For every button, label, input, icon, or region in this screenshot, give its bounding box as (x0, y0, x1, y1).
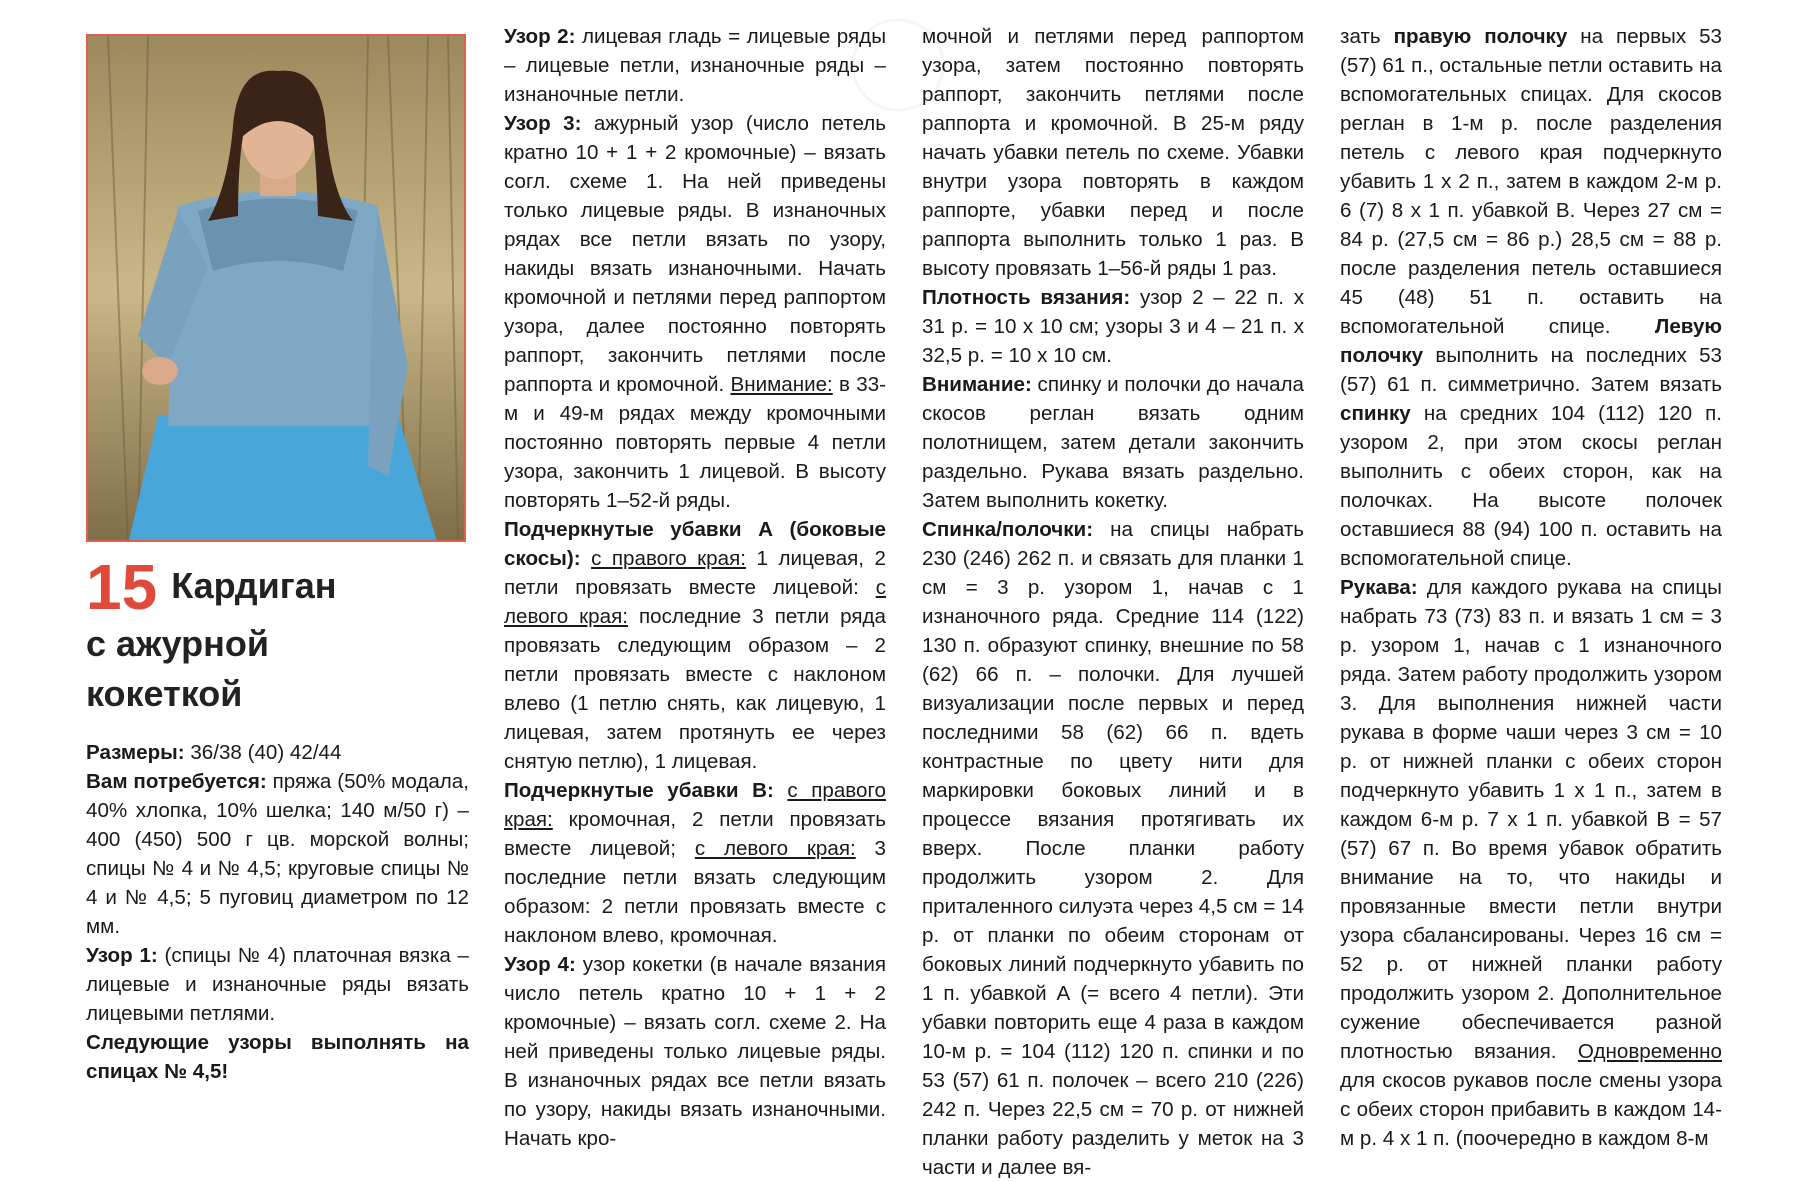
materials-paragraph (86, 767, 469, 941)
decrease-b-right: с правого края: (504, 779, 886, 831)
back-label: спинку (1340, 402, 1411, 425)
back-fronts-paragraph (922, 515, 1304, 1182)
decrease-a-left: с левого края: (504, 576, 886, 628)
pattern-4-text: узор кокетки (в начале вязания число петель кратно 10 + 1 + 2 кромочные) – вязать согл. схеме 2. На ней приведены только лицевые ряды. В изнаночных рядах все петли вязать по узору, накиды вязать изнаночными. Начать кро- (504, 953, 887, 1150)
pattern-2-paragraph (504, 22, 886, 109)
needles-note: Следующие узоры выполнять на спицах № 4,5! (86, 1031, 469, 1083)
model-photo-illustration (88, 36, 466, 542)
attention-paragraph (922, 370, 1304, 515)
decrease-a-paragraph (504, 515, 886, 776)
sleeves-paragraph (1340, 573, 1722, 1153)
sleeves-label: Рукава: (1340, 576, 1418, 599)
pattern-4-continued: мочной и петлями перед раппортом узора, затем постоянно повторять раппорт, закончить петлями после раппорта и кромочной. В 25-м ряду начать убавки петель по схеме. Убавки внутри узора повторять в каждом раппорте, убавки перед и после раппорта выполнить только 1 раз. В высоту провязать 1–56-й ряды 1 раз. (922, 25, 1304, 280)
pattern-2-label: Узор 2: (504, 25, 576, 48)
pattern-1-text: (спицы № 4) платочная вязка – лицевые и изнаночные ряды вязать лицевыми петлями. (86, 944, 470, 1025)
fronts-text-4: на средних 104 (112) 120 п. узором 2, при этом скосы реглан выполнить с обеих сторон, как на полочках. На высоте полочек оставшиеся 88 (94) 100 п. оставить на вспомогательной спице. (1340, 402, 1722, 570)
pattern-4-label: Узор 4: (504, 953, 576, 976)
decrease-b-label: Подчеркнутые убавки В: (504, 779, 774, 802)
density-paragraph (922, 283, 1304, 370)
pattern-2-text: лицевая гладь = лицевые ряды – лицевые петли, изнаночные ряды – изнаночные петли. (504, 25, 886, 106)
decrease-a-right: с правого края: (591, 547, 746, 570)
left-front-label: Левую полочку (1340, 315, 1722, 367)
pattern-3-text-2: в 33-м и 49-м рядах между кромочными постоянно повторять первые 4 петли узора, закончить 1 лицевой. В высоту повторять 1–52-й ряды. (504, 373, 887, 512)
column-1-specs (86, 738, 469, 1086)
pattern-3-label: Узор 3: (504, 112, 582, 135)
column-4 (1340, 22, 1722, 1153)
back-fronts-text: на спицы набрать 230 (246) 262 п. и связать для планки 1 см = 3 р. узором 1, начав с 1 изнаночного ряда. Средние 114 (122) 130 п. образуют спинку, внешние по 58 (62) 66 п. – полочки. Для лучшей визуализации после первых и перед последними 58 (62) 66 п. вдеть контрастные по цвету нити для маркировки боковых линий и в процессе вязания протягивать их вверх. После планки работу продолжить узором 2. Для приталенного силуэта через 4,5 см = 14 р. от планки по обеим сторонам от боковых линий подчеркнуто убавить по 1 п. убавкой А (= всего 4 петли). Эти убавки повторить еще 4 раза в каждом 10-м р. = 104 (112) 120 п. спинки и по 53 (57) 61 п. полочек – всего 210 (226) 242 п. Через 22,5 см = 70 р. от нижней планки работу разделить у меток на 3 части и далее вя- (922, 518, 1304, 1179)
sleeves-text: для каждого рукава на спицы набрать 73 (73) 83 п. и вязать 1 см = 3 р. узором 1, начав с 1 изнаночного ряда. Затем работу продолжить узором 3. Для выполнения нижней части рукава в форме чаши через 3 см = 10 р. от нижней планки с обеих сторон подчеркнуто убавить 1 х 1 п., затем в каждом 6-м р. 7 х 1 п. убавкой В = 57 (57) 67 п. Во время убавок обратить внимание на то, что накиды и провязанные вмести петли внутри узора сбалансированы. Через 16 см = 52 р. от нижней планки работу продолжить узором 2. Дополнительное сужение обеспечивается разной плотностью вязания. (1340, 576, 1722, 1063)
decrease-a-text-2: последние 3 петли ряда провязать следующим образом – 2 петли провязать вместе с наклоном влево (1 петлю снять, как лицевую, 1 лицевая, затем протянуть ее через снятую петлю), 1 лицевая. (504, 605, 886, 773)
decrease-b-text-2: 3 последние петли вязать следующим образом: 2 петли провязать вместе с наклоном влево, кромочная. (504, 837, 886, 947)
pattern-3-text: ажурный узор (число петель кратно 10 + 1 + 2 кромочные) – вязать согл. схеме 1. На ней приведены только лицевые ряды. В изнаночных рядах все петли вязать по узору, накиды вязать изнаночными. Начать кромочной и петлями перед раппортом узора, далее постоянно повторять раппорт, закончить петлями после раппорта и кромочной. (504, 112, 887, 396)
sizes-paragraph (86, 738, 469, 767)
materials-label: Вам потребуется: (86, 770, 267, 793)
decrease-a-text-1: 1 лицевая, 2 петли провязать вместе лицевой: (504, 547, 886, 599)
attention-text: спинку и полочки до начала скосов реглан вязать одним полотнищем, затем детали закончить раздельно. Рукава вязать раздельно. Затем выполнить кокетку. (922, 373, 1304, 512)
title-line-2: с ажурной (86, 623, 269, 664)
article-number: 15 (86, 551, 158, 623)
back-fronts-label: Спинка/полочки: (922, 518, 1094, 541)
fronts-paragraph (1340, 22, 1722, 573)
simultaneously-label: Одновременно (1577, 1040, 1722, 1063)
sizes-text: 36/38 (40) 42/44 (184, 741, 342, 764)
pattern-1-paragraph (86, 941, 469, 1028)
article-title (86, 551, 469, 719)
pattern-3-paragraph (504, 109, 886, 515)
sizes-label: Размеры: (86, 741, 185, 764)
density-text: узор 2 – 22 п. х 31 р. = 10 х 10 см; узоры 3 и 4 – 21 п. х 32,5 р. = 10 х 10 см. (922, 286, 1304, 367)
pattern-1-label: Узор 1: (86, 944, 158, 967)
column-3 (922, 22, 1304, 1182)
right-front-label: правую полочку (1393, 25, 1568, 48)
attention-label: Внимание: (922, 373, 1032, 396)
sleeves-text-2: для скосов рукавов после смены узора с обеих сторон прибавить в каждом 14-м р. 4 х 1 п. (поочередно в каждом 8-м (1340, 1069, 1722, 1150)
decrease-b-paragraph (504, 776, 886, 950)
title-line-3: кокеткой (86, 673, 243, 714)
density-label: Плотность вязания: (922, 286, 1131, 309)
model-photo (86, 34, 466, 542)
pattern-4-paragraph (504, 950, 886, 1153)
fronts-text-3: выполнить на последних 53 (57) 61 п. симметрично. Затем вязать (1340, 344, 1722, 396)
column-2 (504, 22, 886, 1153)
pattern-3-attention: Внимание: (730, 373, 833, 396)
title-line-1: Кардиган (171, 565, 337, 606)
fronts-text-1: зать (1340, 25, 1394, 48)
decrease-a-label: Подчеркнутые убавки А (боковые скосы): (504, 518, 886, 570)
materials-text: пряжа (50% модала, 40% хлопка, 10% шелка; 140 м/50 г) – 400 (450) 500 г цв. морской волны; спицы № 4 и № 4,5; круговые спицы № 4 и № 4,5; 5 пуговиц диаметром по 12 мм. (86, 770, 469, 938)
decrease-b-left: с левого края: (694, 837, 856, 860)
fronts-text-2: на первых 53 (57) 61 п., остальные петли оставить на вспомогательных спицах. Для скосов реглан в 1-м р. после разделения петель с левого края подчеркнуто убавить 1 х 2 п., затем в каждом 2-м р. 6 (7) 8 х 1 п. убавкой В. Через 27 см = 84 р. (27,5 см = 86 р.) 28,5 см = 88 р. после разделения петель оставшиеся 45 (48) 51 п. оставить на вспомогательной спице. (1340, 25, 1723, 338)
decrease-b-text-1: кромочная, 2 петли провязать вместе лицевой; (504, 808, 886, 860)
